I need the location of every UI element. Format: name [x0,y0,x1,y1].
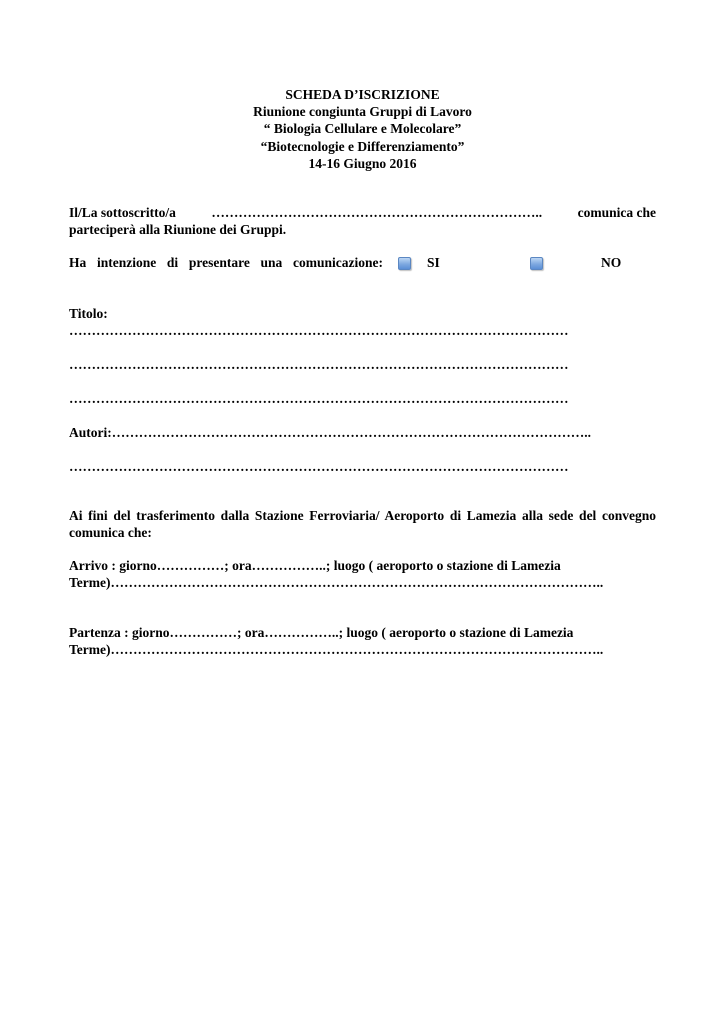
presentation-question-row [69,254,656,272]
departure-line-1[interactable]: Partenza : giorno……………; ora……………..; luogo ( aeroporto o stazione di Lamezia [69,625,574,640]
no-checkbox[interactable] [530,257,543,270]
title-field-line-3[interactable]: ………………………………………………………………………………………………… [69,391,569,406]
authors-field-line-2[interactable]: ………………………………………………………………………………………………… [69,459,569,474]
arrival-line-2[interactable]: Terme)……………………………………………………………………………………………….. [69,575,604,590]
title-field-line-1[interactable]: ………………………………………………………………………………………………… [69,323,569,338]
meeting-name: Riunione congiunta Gruppi di Lavoro [253,104,472,120]
presentation-question: Ha intenzione di presentare una comunicazione: [69,255,383,270]
group-name-1: “ Biologia Cellulare e Molecolare” [263,121,462,137]
form-header [0,86,725,172]
departure-line-2[interactable]: Terme)……………………………………………………………………………………………….. [69,642,604,657]
undersigned-tail: comunica che [577,205,656,220]
authors-line [69,424,656,441]
undersigned-name-field[interactable]: ……………………………………………………………….. [211,205,543,220]
yes-checkbox[interactable] [398,257,411,270]
title-label: Titolo: [69,306,108,321]
yes-label: SI [427,255,440,270]
form-title: SCHEDA D’ISCRIZIONE [285,87,440,102]
transfer-paragraph: Ai fini del trasferimento dalla Stazione Ferroviaria/ Aeroporto di Lamezia alla sede del convegno comunica che: [69,508,656,540]
undersigned-section [69,204,656,238]
no-label: NO [601,255,622,270]
undersigned-line-2: parteciperà alla Riunione dei Gruppi. [69,222,287,237]
authors-label: Autori: [69,425,112,440]
meeting-dates: 14-16 Giugno 2016 [308,155,417,171]
undersigned-line [69,204,656,221]
group-name-2: “Biotecnologie e Differenziamento” [260,138,465,154]
undersigned-label: Il/La sottoscritto/a [69,205,176,220]
title-field-line-2[interactable]: ………………………………………………………………………………………………… [69,357,569,372]
authors-field[interactable]: …………………………………………………………………………………………….. [111,425,591,440]
arrival-line-1[interactable]: Arrivo : giorno……………; ora……………..; luogo ( aeroporto o stazione di Lamezia [69,558,561,573]
